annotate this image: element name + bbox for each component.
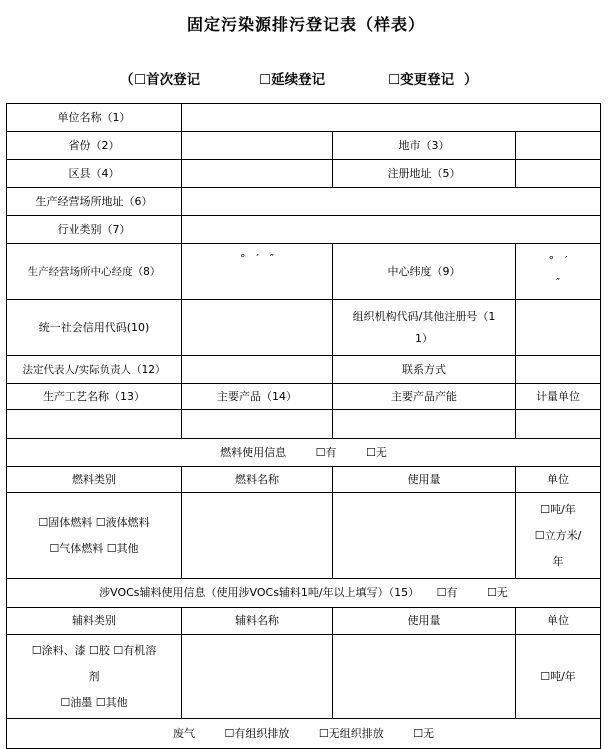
measure-unit-header: 计量单位 <box>516 384 601 410</box>
table-row <box>7 188 601 216</box>
table-row <box>7 104 601 132</box>
process-name-field[interactable] <box>7 410 182 439</box>
fuel-yes-checkbox[interactable]: ☐有 <box>315 445 337 459</box>
table-row <box>7 244 601 300</box>
site-address-label: 生产经营场所地址（6） <box>7 188 182 216</box>
aux-name-field[interactable] <box>182 635 333 719</box>
fuel-unit-options <box>516 493 601 579</box>
district-field[interactable] <box>182 160 333 188</box>
aux-types-line1[interactable]: ☐涂料、漆 ☐胶 ☐有机溶 <box>31 643 157 657</box>
registration-type-options <box>0 68 612 88</box>
center-latitude-label: 中心纬度（9） <box>333 244 516 300</box>
org-code-label-line2: 1） <box>415 331 433 345</box>
org-code-label <box>333 300 516 356</box>
table-row <box>7 132 601 160</box>
table-row <box>7 300 601 356</box>
fuel-name-header: 燃料名称 <box>182 467 333 493</box>
legal-rep-label: 法定代表人/实际负责人（12） <box>7 356 182 384</box>
unorganized-emission-checkbox[interactable]: ☐无组织排放 <box>318 726 384 740</box>
other-fuel-checkbox[interactable]: ☐其他 <box>106 541 139 555</box>
center-longitude-label: 生产经营场所中心经度（8） <box>7 244 182 300</box>
industry-field[interactable] <box>182 216 601 244</box>
aux-types-line2: 剂 <box>88 669 100 683</box>
province-field[interactable] <box>182 132 333 160</box>
vocs-yes-checkbox[interactable]: ☐有 <box>436 586 458 599</box>
main-capacity-field[interactable] <box>333 410 516 439</box>
first-registration-checkbox[interactable]: ☐首次登记 <box>134 72 201 88</box>
fuel-amount-field[interactable] <box>333 493 516 579</box>
table-row <box>7 579 601 608</box>
aux-name-header: 辅料名称 <box>182 608 333 635</box>
aux-unit-header: 单位 <box>516 608 601 635</box>
close-paren: ） <box>464 72 478 88</box>
fuel-type-options <box>7 493 182 579</box>
table-row <box>7 493 601 579</box>
legal-rep-field[interactable] <box>182 356 333 384</box>
table-row <box>7 635 601 719</box>
table-row <box>7 467 601 493</box>
registration-form-table <box>6 103 601 749</box>
fuel-unit-header: 单位 <box>516 467 601 493</box>
site-address-field[interactable] <box>182 188 601 216</box>
fuel-amount-header: 使用量 <box>333 467 516 493</box>
vocs-info-label: 涉VOCs辅料使用信息（使用涉VOCs辅料1吨/年以上填写）（15） <box>99 586 420 599</box>
table-row <box>7 216 601 244</box>
longitude-units[interactable]: ° ′ ″ <box>182 244 333 300</box>
vocs-no-checkbox[interactable]: ☐无 <box>487 586 508 599</box>
credit-code-label: 统一社会信用代码(10) <box>7 300 182 356</box>
unit-name-field[interactable] <box>182 104 601 132</box>
table-row <box>7 410 601 439</box>
industry-label: 行业类别（7） <box>7 216 182 244</box>
main-product-field[interactable] <box>182 410 333 439</box>
aux-type-header: 辅料类别 <box>7 608 182 635</box>
exhaust-label: 废气 <box>172 726 195 740</box>
liquid-fuel-checkbox[interactable]: ☐液体燃料 <box>95 515 150 529</box>
exhaust-row <box>7 719 601 749</box>
cubic-meters-year-text: 年 <box>552 554 564 568</box>
reg-address-field[interactable] <box>516 160 601 188</box>
fuel-type-header: 燃料类别 <box>7 467 182 493</box>
tons-per-year-checkbox[interactable]: ☐吨/年 <box>540 502 576 516</box>
renewal-registration-checkbox[interactable]: ☐延续登记 <box>259 72 326 88</box>
contact-label: 联系方式 <box>333 356 516 384</box>
province-label: 省份（2） <box>7 132 182 160</box>
table-row <box>7 384 601 410</box>
aux-amount-field[interactable] <box>333 635 516 719</box>
no-emission-checkbox[interactable]: ☐无 <box>413 726 435 740</box>
main-product-header: 主要产品（14） <box>182 384 333 410</box>
aux-type-options <box>7 635 182 719</box>
organized-emission-checkbox[interactable]: ☐有组织排放 <box>224 726 290 740</box>
form-title: 固定污染源排污登记表（样表） <box>186 15 425 34</box>
process-name-header: 生产工艺名称（13） <box>7 384 182 410</box>
table-row <box>7 608 601 635</box>
table-row <box>7 160 601 188</box>
credit-code-field[interactable] <box>182 300 333 356</box>
latitude-units-line1: ° ′ <box>548 253 568 267</box>
vocs-info-row <box>7 579 601 608</box>
city-label: 地市（3） <box>333 132 516 160</box>
fuel-info-row <box>7 439 601 467</box>
fuel-name-field[interactable] <box>182 493 333 579</box>
fuel-info-label: 燃料使用信息 <box>220 445 287 459</box>
aux-tons-per-year-checkbox[interactable]: ☐吨/年 <box>516 635 601 719</box>
measure-unit-field[interactable] <box>516 410 601 439</box>
main-capacity-header: 主要产品产能 <box>333 384 516 410</box>
table-row <box>7 719 601 749</box>
latitude-field[interactable] <box>516 244 601 300</box>
org-code-field[interactable] <box>516 300 601 356</box>
gas-fuel-checkbox[interactable]: ☐气体燃料 <box>49 541 104 555</box>
contact-field[interactable] <box>516 356 601 384</box>
solid-fuel-checkbox[interactable]: ☐固体燃料 <box>38 515 93 529</box>
cubic-meters-checkbox[interactable]: ☐立方米/ <box>534 528 582 542</box>
open-paren: （ <box>120 72 134 88</box>
aux-amount-header: 使用量 <box>333 608 516 635</box>
table-row <box>7 356 601 384</box>
fuel-no-checkbox[interactable]: ☐无 <box>366 445 387 459</box>
district-label: 区县（4） <box>7 160 182 188</box>
table-row <box>7 439 601 467</box>
org-code-label-line1: 组织机构代码/其他注册号（1 <box>352 309 496 323</box>
unit-name-label: 单位名称（1） <box>7 104 182 132</box>
reg-address-label: 注册地址（5） <box>333 160 516 188</box>
aux-types-line3[interactable]: ☐油墨 ☐其他 <box>60 695 128 709</box>
latitude-units-line2: ″ <box>555 275 561 289</box>
city-field[interactable] <box>516 132 601 160</box>
change-registration-checkbox[interactable]: ☐变更登记 <box>388 72 455 88</box>
